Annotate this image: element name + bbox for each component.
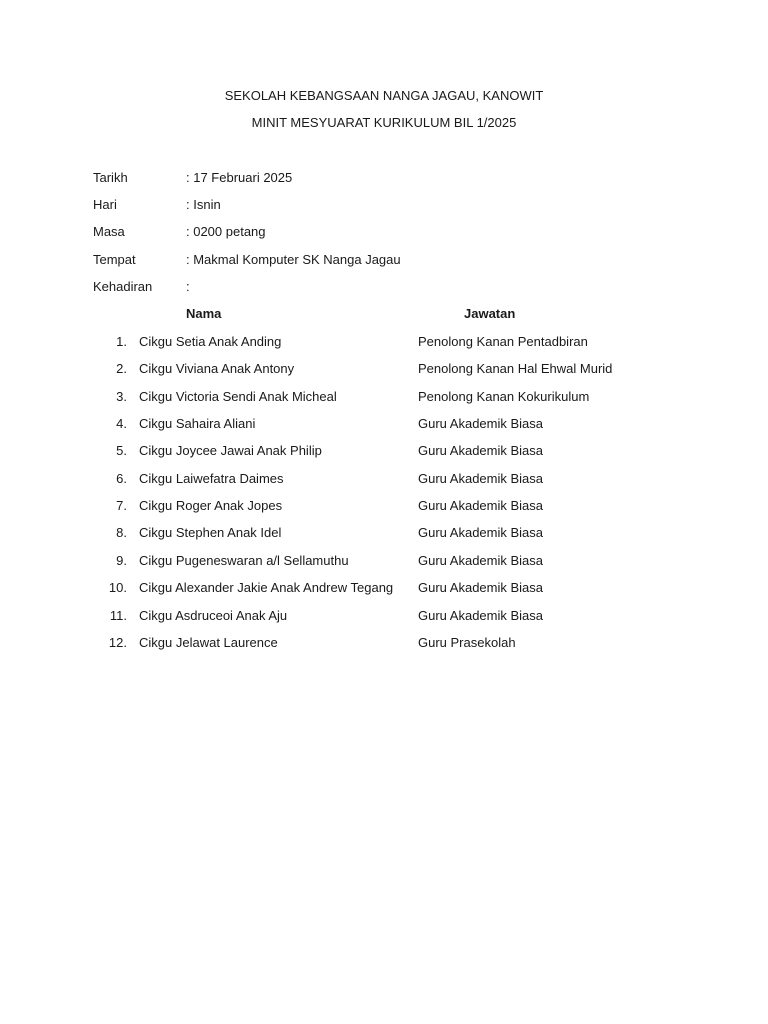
attendee-name: Cikgu Roger Anak Jopes (139, 498, 283, 513)
info-label: Hari (93, 197, 117, 212)
list-item (0, 334, 768, 352)
info-value: : 17 Februari 2025 (186, 170, 293, 185)
column-header-role: Jawatan (464, 306, 516, 321)
list-item (0, 389, 768, 407)
attendee-name: Cikgu Joycee Jawai Anak Philip (139, 443, 322, 458)
attendee-name: Cikgu Pugeneswaran a/l Sellamuthu (139, 553, 349, 568)
attendee-role: Guru Akademik Biasa (418, 498, 544, 513)
info-value: : Makmal Komputer SK Nanga Jagau (186, 252, 401, 267)
attendee-role: Guru Prasekolah (418, 635, 516, 650)
list-item-number: 11. (109, 608, 127, 623)
list-item (0, 361, 768, 379)
attendee-role: Penolong Kanan Pentadbiran (418, 334, 588, 349)
info-label: Kehadiran (93, 279, 153, 294)
meeting-title: MINIT MESYUARAT KURIKULUM BIL 1/2025 (251, 115, 517, 130)
list-item-number: 7. (116, 498, 127, 513)
list-item-number: 1. (116, 334, 127, 349)
attendee-name: Cikgu Stephen Anak Idel (139, 525, 282, 540)
attendee-name: Cikgu Asdruceoi Anak Aju (139, 608, 288, 623)
attendee-name: Cikgu Setia Anak Anding (139, 334, 282, 349)
list-item (0, 525, 768, 543)
list-item-number: 3. (116, 389, 127, 404)
info-value: : 0200 petang (186, 224, 266, 239)
attendee-name: Cikgu Alexander Jakie Anak Andrew Tegang (139, 580, 394, 595)
attendee-role: Penolong Kanan Kokurikulum (418, 389, 590, 404)
attendee-role: Guru Akademik Biasa (418, 525, 544, 540)
attendee-role: Guru Akademik Biasa (418, 553, 544, 568)
list-item (0, 635, 768, 653)
info-label: Masa (93, 224, 125, 239)
list-item-number: 5. (116, 443, 127, 458)
list-item (0, 471, 768, 489)
list-item (0, 580, 768, 598)
info-value: : (186, 279, 190, 294)
school-title: SEKOLAH KEBANGSAAN NANGA JAGAU, KANOWIT (224, 88, 544, 103)
list-item (0, 608, 768, 626)
list-item-number: 10. (108, 580, 127, 595)
list-item (0, 498, 768, 516)
list-item-number: 8. (116, 525, 127, 540)
list-item-number: 12. (108, 635, 127, 650)
column-header-name: Nama (186, 306, 222, 321)
list-item-number: 2. (116, 361, 127, 376)
list-item-number: 4. (116, 416, 127, 431)
attendee-name: Cikgu Victoria Sendi Anak Micheal (139, 389, 337, 404)
list-item-number: 9. (116, 553, 127, 568)
list-item (0, 416, 768, 434)
attendee-name: Cikgu Viviana Anak Antony (139, 361, 295, 376)
attendee-role: Penolong Kanan Hal Ehwal Murid (418, 361, 613, 376)
attendee-role: Guru Akademik Biasa (418, 416, 544, 431)
attendee-name: Cikgu Sahaira Aliani (139, 416, 256, 431)
attendee-role: Guru Akademik Biasa (418, 471, 544, 486)
attendee-role: Guru Akademik Biasa (418, 580, 544, 595)
info-label: Tempat (93, 252, 136, 267)
info-value: : Isnin (186, 197, 221, 212)
attendee-role: Guru Akademik Biasa (418, 443, 544, 458)
attendee-name: Cikgu Jelawat Laurence (139, 635, 278, 650)
list-item (0, 443, 768, 461)
attendee-role: Guru Akademik Biasa (418, 608, 544, 623)
list-item-number: 6. (116, 471, 127, 486)
list-item (0, 553, 768, 571)
info-label: Tarikh (93, 170, 128, 185)
attendee-name: Cikgu Laiwefatra Daimes (139, 471, 284, 486)
